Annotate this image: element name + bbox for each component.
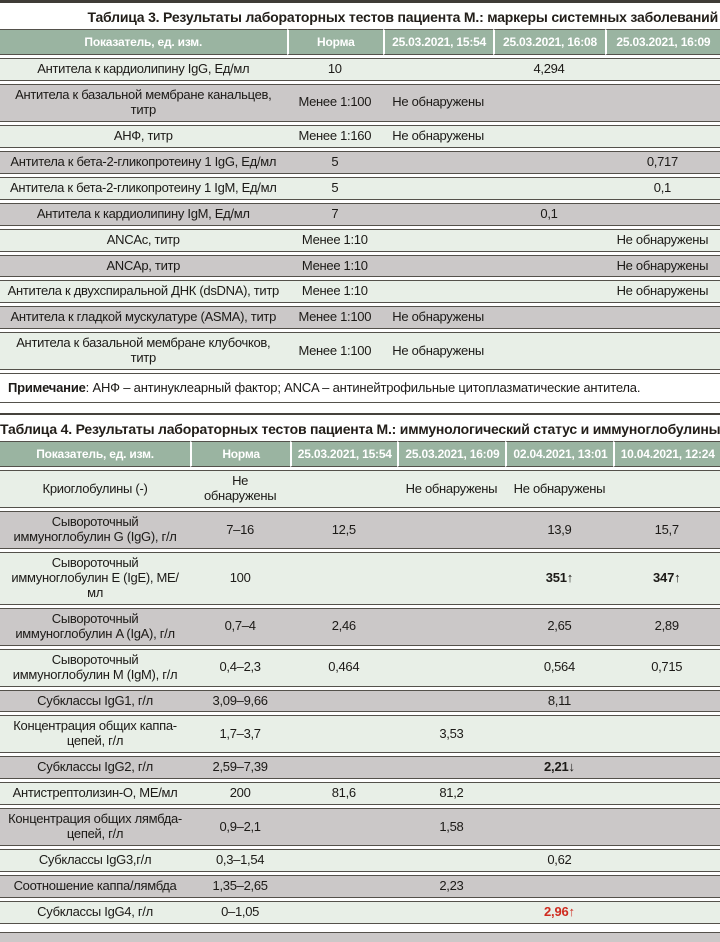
- table-row: [0, 255, 720, 278]
- table-cell: [613, 470, 720, 508]
- table-cell: [493, 280, 605, 303]
- table-cell: Менее 1:10: [287, 229, 383, 252]
- table3-title: Таблица 3. Результаты лабораторных тестов пациента М.: маркеры системных заболеваний: [87, 9, 718, 25]
- column-header: 25.03.2021, 16:09: [605, 29, 720, 55]
- table-cell: Антитела к базальной мембране клубочков, титр: [0, 332, 287, 370]
- table-cell: [613, 875, 720, 898]
- table-row: [0, 151, 720, 174]
- column-header: 02.04.2021, 13:01: [505, 441, 613, 467]
- table-cell: Не обнаружены: [605, 229, 720, 252]
- column-header: Норма: [287, 29, 383, 55]
- column-header: Показатель, ед. изм.: [0, 29, 287, 55]
- table-cell: Сывороточный иммуноглобулин E (IgE), МЕ/мл: [0, 552, 190, 605]
- table-cell: [505, 782, 613, 805]
- table-cell: Антитела к бета-2-гликопротеину 1 IgM, Ед/мл: [0, 177, 287, 200]
- table-row: [0, 511, 720, 549]
- table-cell: 10: [287, 58, 383, 81]
- table-cell: [397, 756, 505, 779]
- table-cell: Антистрептолизин-О, МЕ/мл: [0, 782, 190, 805]
- table-cell: 12,5: [290, 511, 397, 549]
- table-cell: ANCAp, титр: [0, 255, 287, 278]
- table-cell: 81,6: [290, 782, 397, 805]
- table-row: [0, 808, 720, 846]
- table-cell: [290, 715, 397, 753]
- table-cell: 2,89: [613, 608, 720, 646]
- table-row: [0, 125, 720, 148]
- table-cell: [290, 849, 397, 872]
- table-cell: 2,96↑: [505, 901, 613, 924]
- table-cell: [397, 649, 505, 687]
- table-cell: [290, 875, 397, 898]
- table-cell: [290, 901, 397, 924]
- table-cell: 0,717: [605, 151, 720, 174]
- table-cell: [613, 849, 720, 872]
- table-row: [0, 608, 720, 646]
- cutoff-row: [0, 932, 720, 942]
- table-cell: 3,09–9,66: [190, 690, 290, 713]
- table-cell: 0,3–1,54: [190, 849, 290, 872]
- table-cell: [493, 255, 605, 278]
- table-cell: ANCAc, титр: [0, 229, 287, 252]
- table-cell: [605, 203, 720, 226]
- table-cell: 81,2: [397, 782, 505, 805]
- table-cell: Менее 1:160: [287, 125, 383, 148]
- table-cell: 2,23: [397, 875, 505, 898]
- table-cell: Не обнаружены: [383, 84, 493, 122]
- table-cell: [605, 84, 720, 122]
- table-cell: [493, 306, 605, 329]
- table-cell: 0,62: [505, 849, 613, 872]
- table-row: [0, 58, 720, 81]
- table-cell: 347↑: [613, 552, 720, 605]
- table-cell: Соотношение каппа/лямбда: [0, 875, 190, 898]
- table-cell: Субклассы IgG4, г/л: [0, 901, 190, 924]
- table-cell: 8,11: [505, 690, 613, 713]
- table-cell: Концентрация общих лямбда-цепей, г/л: [0, 808, 190, 846]
- table-cell: Сывороточный иммуноглобулин M (IgM), г/л: [0, 649, 190, 687]
- table-cell: [613, 808, 720, 846]
- table-cell: [397, 690, 505, 713]
- table-cell: [383, 229, 493, 252]
- column-header: 10.04.2021, 12:24: [613, 441, 720, 467]
- table-cell: Менее 1:100: [287, 306, 383, 329]
- column-header: 25.03.2021, 16:08: [493, 29, 605, 55]
- table-cell: 1,35–2,65: [190, 875, 290, 898]
- table-cell: [493, 84, 605, 122]
- table-cell: [383, 151, 493, 174]
- table-cell: 2,46: [290, 608, 397, 646]
- table-cell: [290, 552, 397, 605]
- table-row: [0, 649, 720, 687]
- table-row: [0, 84, 720, 122]
- table-cell: Субклассы IgG3,г/л: [0, 849, 190, 872]
- table-cell: Субклассы IgG2, г/л: [0, 756, 190, 779]
- table-cell: Антитела к кардиолипину IgG, Ед/мл: [0, 58, 287, 81]
- table-cell: 15,7: [613, 511, 720, 549]
- table-cell: Сывороточный иммуноглобулин G (IgG), г/л: [0, 511, 190, 549]
- table-row: [0, 229, 720, 252]
- table-cell: 2,65: [505, 608, 613, 646]
- table-cell: 0,464: [290, 649, 397, 687]
- table-cell: 0,1: [605, 177, 720, 200]
- table-cell: [290, 808, 397, 846]
- table-cell: [613, 782, 720, 805]
- column-header: Норма: [190, 441, 290, 467]
- table-cell: [383, 58, 493, 81]
- table-cell: Антитела к двухспиральной ДНК (dsDNA), титр: [0, 280, 287, 303]
- table-cell: Менее 1:10: [287, 255, 383, 278]
- table-cell: [383, 203, 493, 226]
- table3-section: [0, 0, 720, 403]
- table-row: [0, 332, 720, 370]
- table-cell: [493, 125, 605, 148]
- table-row: [0, 875, 720, 898]
- table-cell: 5: [287, 177, 383, 200]
- table-cell: Не обнаружены: [383, 125, 493, 148]
- table-cell: 0,4–2,3: [190, 649, 290, 687]
- note-label: Примечание: [8, 380, 86, 396]
- table-cell: 5: [287, 151, 383, 174]
- table-cell: [505, 875, 613, 898]
- column-header: 25.03.2021, 15:54: [383, 29, 493, 55]
- table-row: [0, 901, 720, 924]
- table3: [0, 26, 720, 373]
- table-cell: [613, 756, 720, 779]
- table4-title: Таблица 4. Результаты лабораторных тестов пациента М.: иммунологический статус и иммуноглобулины: [0, 421, 720, 438]
- table-cell: Не обнаружены: [505, 470, 613, 508]
- table-cell: [290, 756, 397, 779]
- table-cell: [383, 280, 493, 303]
- table-cell: 0,1: [493, 203, 605, 226]
- table-cell: 100: [190, 552, 290, 605]
- table-cell: 1,7–3,7: [190, 715, 290, 753]
- table-cell: Антитела к базальной мембране канальцев, титр: [0, 84, 287, 122]
- table-cell: Не обнаружены: [190, 470, 290, 508]
- table-cell: Менее 1:10: [287, 280, 383, 303]
- table-cell: 13,9: [505, 511, 613, 549]
- table-cell: [493, 151, 605, 174]
- table-cell: 4,294: [493, 58, 605, 81]
- table-cell: 0,7–4: [190, 608, 290, 646]
- table-row: [0, 690, 720, 713]
- table-cell: [397, 901, 505, 924]
- table-row: [0, 756, 720, 779]
- table-cell: Не обнаружены: [383, 332, 493, 370]
- table-cell: [290, 690, 397, 713]
- column-header: Показатель, ед. изм.: [0, 441, 190, 467]
- table-cell: Не обнаружены: [397, 470, 505, 508]
- table-cell: 7: [287, 203, 383, 226]
- table-cell: 0–1,05: [190, 901, 290, 924]
- table-cell: [613, 715, 720, 753]
- table-cell: [290, 470, 397, 508]
- header-row: [0, 29, 720, 55]
- table-cell: [605, 332, 720, 370]
- table-row: [0, 470, 720, 508]
- table-row: [0, 782, 720, 805]
- table-cell: [493, 332, 605, 370]
- table-cell: 7–16: [190, 511, 290, 549]
- table-cell: [605, 58, 720, 81]
- table-cell: [383, 255, 493, 278]
- table-cell: [397, 849, 505, 872]
- table-row: [0, 280, 720, 303]
- table-cell: Менее 1:100: [287, 332, 383, 370]
- table-cell: 1,58: [397, 808, 505, 846]
- column-header: 25.03.2021, 16:09: [397, 441, 505, 467]
- table-cell: 2,59–7,39: [190, 756, 290, 779]
- table-cell: [397, 511, 505, 549]
- table-row: [0, 177, 720, 200]
- table-cell: [605, 125, 720, 148]
- table-row: [0, 306, 720, 329]
- table-cell: Менее 1:100: [287, 84, 383, 122]
- table-row: [0, 552, 720, 605]
- table-cell: Антитела к бета-2-гликопротеину 1 IgG, Ед/мл: [0, 151, 287, 174]
- table-cell: [605, 306, 720, 329]
- table-cell: [383, 177, 493, 200]
- table-cell: Сывороточный иммуноглобулин A (IgA), г/л: [0, 608, 190, 646]
- table-cell: 351↑: [505, 552, 613, 605]
- table-cell: Не обнаружены: [383, 306, 493, 329]
- table-cell: Не обнаружены: [605, 280, 720, 303]
- table-cell: 200: [190, 782, 290, 805]
- table-cell: 0,715: [613, 649, 720, 687]
- table-cell: Криоглобулины (-): [0, 470, 190, 508]
- table4-section: [0, 413, 720, 927]
- table-cell: [505, 808, 613, 846]
- table-cell: 2,21↓: [505, 756, 613, 779]
- table-cell: [505, 715, 613, 753]
- table-cell: 0,564: [505, 649, 613, 687]
- table-row: [0, 715, 720, 753]
- table-cell: Субклассы IgG1, г/л: [0, 690, 190, 713]
- table-cell: АНФ, титр: [0, 125, 287, 148]
- note-text: : АНФ – антинуклеарный фактор; ANCA – антинейтрофильные цитоплазматические антитела.: [85, 380, 641, 396]
- table-cell: 3,53: [397, 715, 505, 753]
- table-cell: [613, 901, 720, 924]
- table4: [0, 438, 720, 927]
- table-cell: 0,9–2,1: [190, 808, 290, 846]
- table-cell: [397, 608, 505, 646]
- table-cell: [613, 690, 720, 713]
- table-cell: [493, 229, 605, 252]
- table3-note: [0, 373, 720, 403]
- table-row: [0, 203, 720, 226]
- table-cell: Антитела к кардиолипину IgM, Ед/мл: [0, 203, 287, 226]
- column-header: 25.03.2021, 15:54: [290, 441, 397, 467]
- header-row: [0, 441, 720, 467]
- table-cell: Не обнаружены: [605, 255, 720, 278]
- table-cell: [397, 552, 505, 605]
- table-cell: Антитела к гладкой мускулатуре (ASMA), титр: [0, 306, 287, 329]
- table-cell: Концентрация общих каппа-цепей, г/л: [0, 715, 190, 753]
- table-row: [0, 849, 720, 872]
- table-cell: [493, 177, 605, 200]
